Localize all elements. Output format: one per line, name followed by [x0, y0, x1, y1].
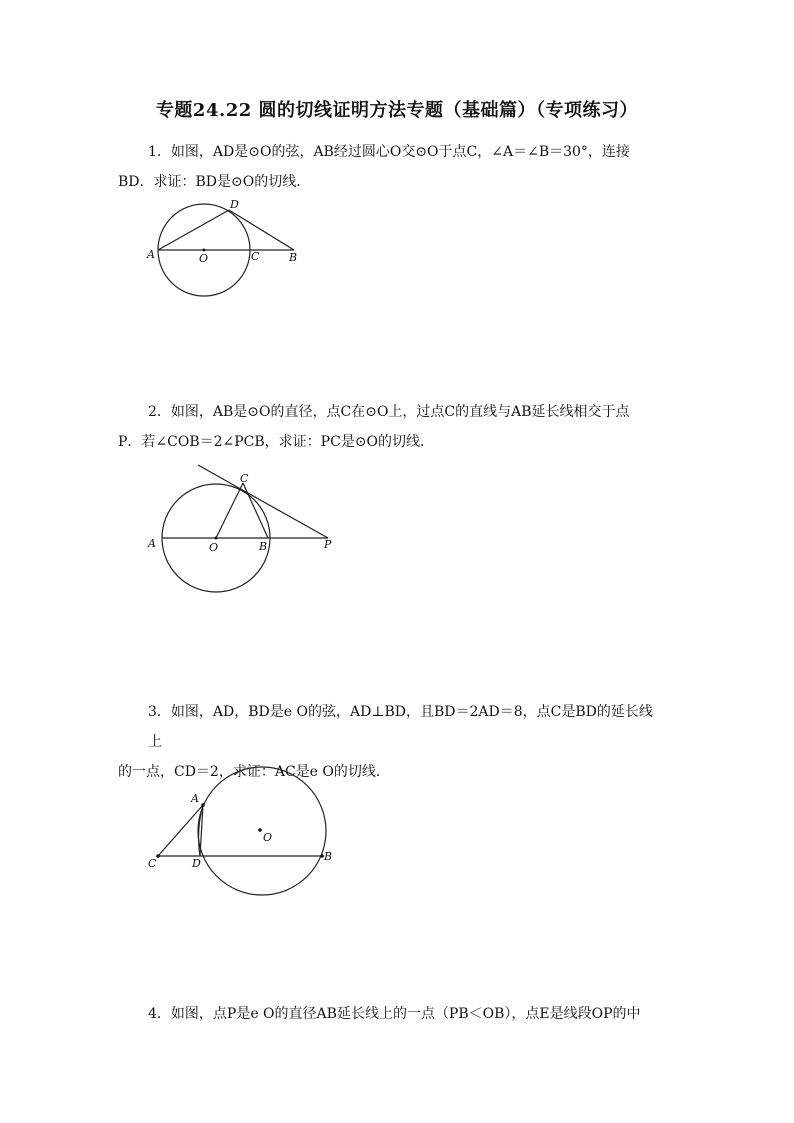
segment-ad	[158, 210, 229, 250]
circle-o	[198, 767, 326, 895]
problem-1-line-1: 1．如图，AD是⊙O的弦，AB经过圆心O交⊙O于点C，∠A＝∠B＝30°，连接	[148, 144, 630, 160]
segment-cb	[243, 483, 268, 538]
point-a	[201, 803, 205, 807]
label-c: C	[251, 250, 260, 263]
segment-oc	[216, 483, 243, 538]
label-b: B	[259, 540, 268, 553]
page-title: 专题24.22 圆的切线证明方法专题（基础篇）（专项练习）	[155, 100, 639, 121]
label-b: B	[289, 251, 298, 264]
problem-2-line-2: P．若∠COB＝2∠PCB，求证：PC是⊙O的切线．	[118, 434, 435, 450]
center-point	[215, 537, 218, 540]
segment-ca	[158, 805, 203, 856]
problem-3-line-1: 3．如图，AD，BD是e O的弦，AD⊥BD，且BD＝2AD＝8，点C是BD的延长线上	[148, 704, 653, 750]
label-c: C	[148, 857, 157, 870]
problem-1	[118, 137, 663, 197]
label-o: O	[263, 831, 273, 844]
problem-4	[118, 999, 663, 1029]
figure-1	[146, 198, 302, 298]
label-a: A	[148, 537, 156, 550]
segment-bd	[229, 210, 294, 250]
figure-3	[146, 762, 346, 898]
problem-3-line-2: 的一点，CD＝2，求证：AC是e O的切线．	[118, 764, 390, 780]
label-a: A	[191, 792, 199, 805]
label-b: B	[324, 850, 333, 863]
label-d: D	[192, 857, 201, 870]
center-point	[258, 828, 262, 832]
problem-2-line-1: 2．如图，AB是⊙O的直径，点C在⊙O上，过点C的直线与AB延长线相交于点	[148, 404, 630, 420]
problem-1-line-2: BD．求证：BD是⊙O的切线．	[118, 174, 311, 190]
label-d: D	[230, 198, 239, 211]
problem-2	[118, 397, 663, 457]
label-a: A	[147, 248, 155, 261]
problem-4-line-1: 4．如图，点P是e O的直径AB延长线上的一点（PB＜OB），点E是线段OP的中	[148, 1006, 641, 1022]
label-o: O	[199, 252, 209, 265]
label-o: O	[209, 541, 219, 554]
figure-2	[146, 462, 346, 598]
label-c: C	[240, 472, 249, 485]
label-p: P	[324, 538, 332, 551]
point-c	[156, 854, 160, 858]
